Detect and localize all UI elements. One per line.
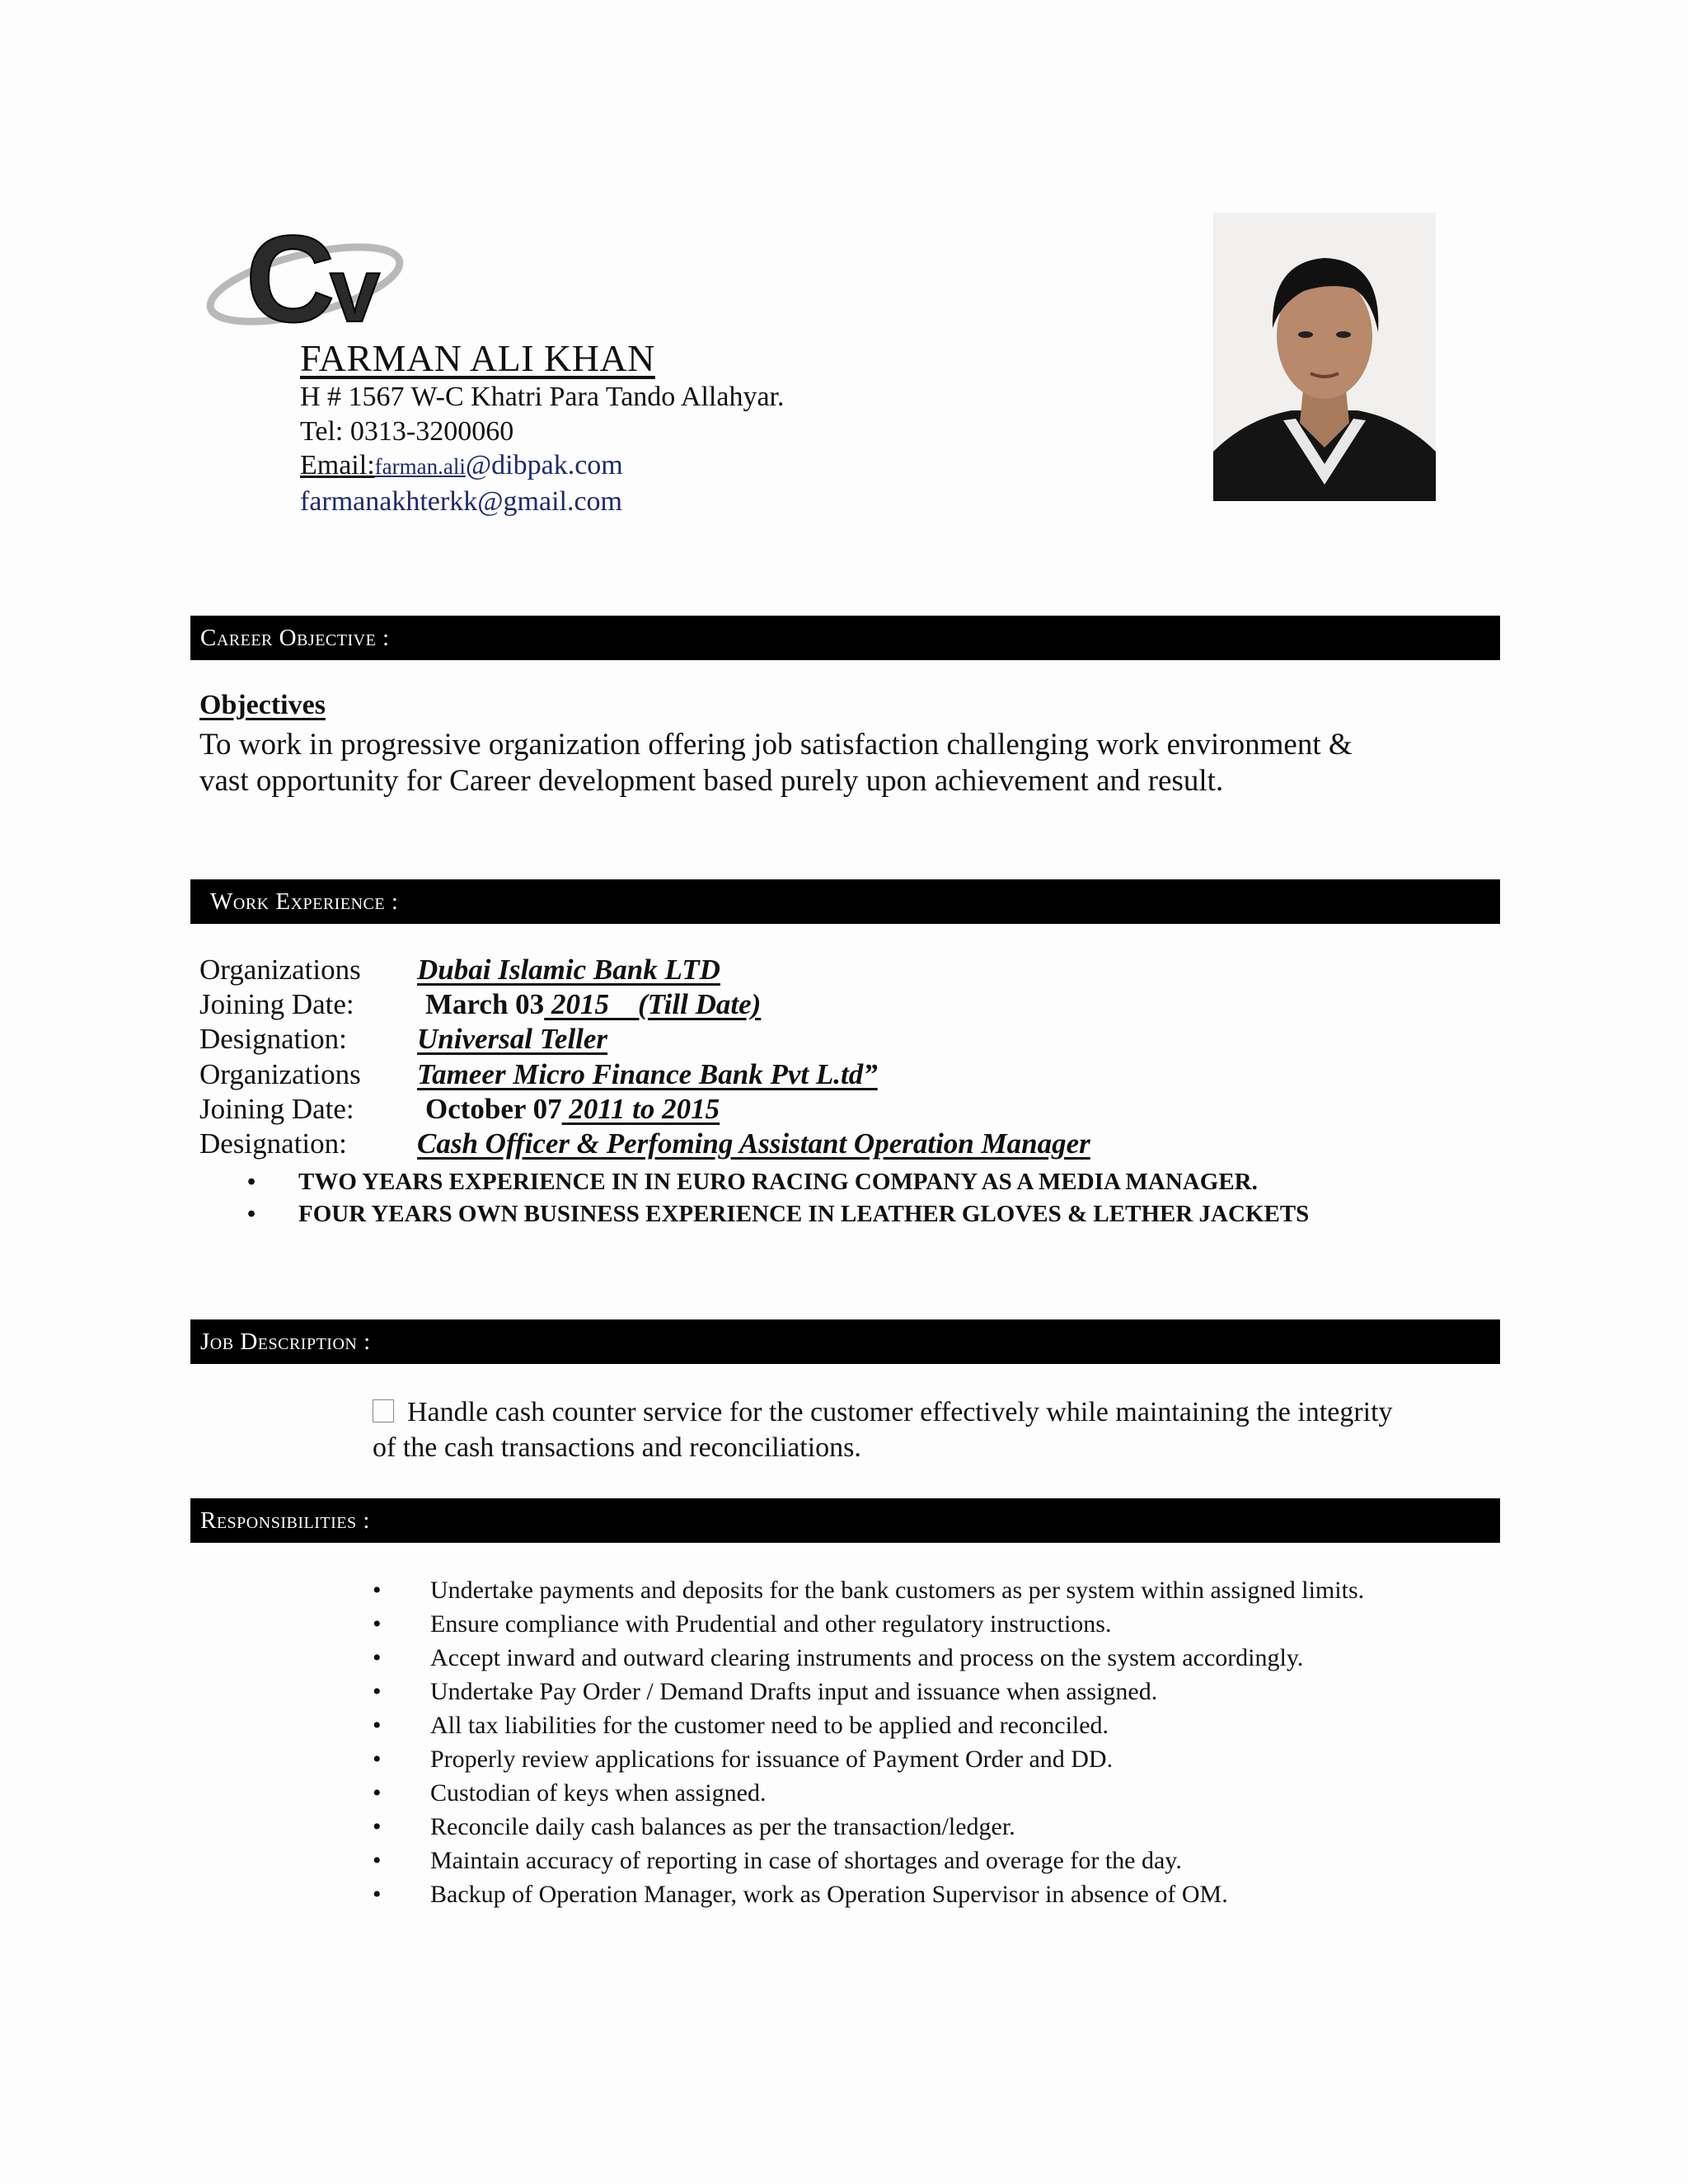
responsibility: All tax liabilities for the customer need to be applied and reconciled. [430,1712,1109,1739]
list-item [373,1881,1228,1909]
label-joining-date: Joining Date: [199,1093,354,1125]
list-item [373,1712,1109,1740]
job-description-line: Handle cash counter service for the customer effectively while maintaining the integrity [407,1397,1393,1427]
email-user[interactable]: farman.ali [374,454,466,479]
svg-text:v: v [330,240,381,341]
list-item [373,1577,1364,1605]
label-designation: Designation: [199,1127,347,1160]
job2-joining-period: 2011 to 2015 [561,1093,720,1125]
job1-joining-date [425,988,761,1021]
email-secondary[interactable]: farmanakhterkk@gmail.com [300,486,622,517]
list-item [373,1779,766,1807]
bullet: • [373,1610,382,1638]
bullet: • [373,1779,382,1807]
responsibility: Undertake Pay Order / Demand Drafts input and issuance when assigned. [430,1678,1158,1705]
job1-joining-period: 2015 (Till Date) [544,988,762,1020]
objective-text [199,727,1469,799]
job2-joining-day: October 07 [425,1093,562,1125]
label-joining-date: Joining Date: [199,988,354,1020]
objectives-title: Objectives [199,690,326,720]
responsibility: Custodian of keys when assigned. [430,1779,767,1807]
responsibility: Undertake payments and deposits for the bank customers as per system within assigned limits. [430,1577,1365,1604]
checkbox-icon [373,1399,394,1422]
list-item [373,1610,1111,1638]
bullet: • [373,1746,382,1773]
svg-text:C: C [246,209,335,342]
address: H # 1567 W-C Khatri Para Tando Allahyar. [300,382,785,412]
email-domain[interactable]: @dibpak.com [465,450,623,480]
bullet: • [247,1201,256,1227]
telephone: Tel: 0313-3200060 [300,416,514,447]
email-label: Email: [300,450,375,480]
label-designation: Designation: [199,1023,347,1055]
list-item [373,1746,1113,1774]
list-item [247,1169,1258,1196]
job1-joining-day: March 03 [425,988,545,1020]
section-job-description: Job Description : [190,1319,1500,1364]
objective-line: vast opportunity for Career development based purely upon achievement and result. [199,764,1224,798]
bullet: • [373,1881,382,1908]
bullet: • [373,1712,382,1739]
objective-line: To work in progressive organization offering job satisfaction challenging work environment & [199,728,1353,762]
bullet: • [373,1813,382,1840]
bullet: • [373,1644,382,1671]
job2-joining-date [425,1093,720,1126]
candidate-name: FARMAN ALI KHAN [300,337,655,379]
job-description-line: of the cash transactions and reconciliations. [373,1432,861,1463]
job1-designation: Universal Teller [417,1023,608,1055]
bullet: • [373,1678,382,1705]
label-organizations: Organizations [199,954,361,986]
section-career-objective: Career Objective : [190,616,1500,660]
responsibility: Properly review applications for issuance of Payment Order and DD. [430,1746,1114,1773]
responsibility: Reconcile daily cash balances as per the transaction/ledger. [430,1813,1015,1840]
bullet: • [373,1577,382,1604]
list-item [373,1644,1303,1672]
profile-photo [1213,213,1436,501]
extra-experience: FOUR YEARS OWN BUSINESS EXPERIENCE IN LEATHER GLOVES & LETHER JACKETS [298,1201,1310,1227]
cv-logo [206,185,420,342]
label-organizations: Organizations [199,1058,361,1090]
job2-organization: Tameer Micro Finance Bank Pvt L.td” [417,1058,878,1090]
email-primary [300,450,623,481]
list-item [373,1847,1182,1875]
section-work-experience: Work Experience : [190,879,1500,924]
bullet: • [373,1847,382,1874]
responsibility: Backup of Operation Manager, work as Operation Supervisor in absence of OM. [430,1881,1228,1908]
section-responsibilities: Responsibilities : [190,1498,1500,1543]
responsibility: Ensure compliance with Prudential and other regulatory instructions. [430,1610,1112,1638]
job2-designation: Cash Officer & Perfoming Assistant Operation Manager [417,1127,1090,1160]
extra-experience: TWO YEARS EXPERIENCE IN IN EURO RACING COMPANY AS A MEDIA MANAGER. [298,1169,1258,1195]
list-item [373,1813,1015,1841]
responsibility: Accept inward and outward clearing instruments and process on the system accordingly. [430,1644,1304,1671]
job1-organization: Dubai Islamic Bank LTD [417,954,720,986]
bullet: • [247,1169,256,1195]
list-item [373,1678,1157,1706]
responsibility: Maintain accuracy of reporting in case of shortages and overage for the day. [430,1847,1182,1874]
list-item [247,1201,1309,1228]
job-description [373,1394,1485,1465]
